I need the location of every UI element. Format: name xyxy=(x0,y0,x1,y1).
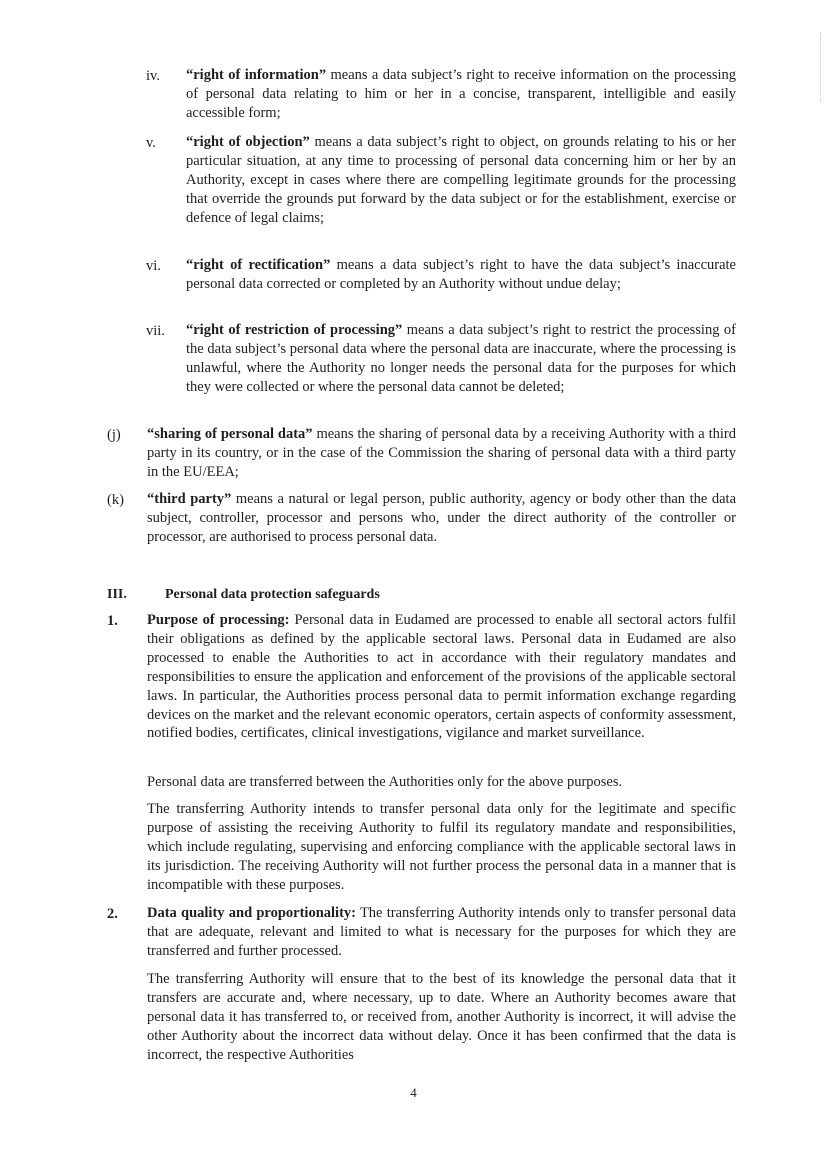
defined-term: “right of rectification” xyxy=(186,257,331,273)
scan-artifact xyxy=(814,32,821,102)
clause-paragraph xyxy=(147,800,736,895)
defined-term: “third party” xyxy=(147,491,232,507)
section-title: Personal data protection safeguards xyxy=(165,587,380,602)
definition-item xyxy=(186,321,736,397)
clause-paragraph xyxy=(147,611,736,743)
clause-text: The transferring Authority will ensure that to the best of its knowledge the personal data that it transfers are accurate and, where necessary, up to date. Where an Authority becomes aware that personal data it has transferred to, or received from, another Authority is incorrect, it will advise the other Authority about the incorrect data without delay. Once it has been confirmed that the data is incorrect, the respective Authorities xyxy=(147,971,736,1063)
definition-item xyxy=(186,256,736,294)
clause-text: The transferring Authority intends to transfer personal data only for the legitimate and specific purpose of assisting the receiving Authority to fulfil its regulatory mandate and responsibilities, which include regulating, supervising and enforcing compliance with the applicable sectoral laws in its jurisdiction. The receiving Authority will not further process the personal data in a manner that is incompatible with these purposes. xyxy=(147,801,736,893)
section-number: III. xyxy=(107,587,127,602)
definition-text: means the sharing of personal data by a receiving Authority with a third party in its country, or in the case of the Commission the sharing of personal data with a third party in the EU/EEA; xyxy=(147,426,736,480)
clause-number: 1. xyxy=(107,613,118,629)
definition-item xyxy=(147,425,736,482)
definition-text: means a data subject’s right to have the data subject’s inaccurate personal data corrected or completed by an Authority without undue delay; xyxy=(186,257,736,292)
defined-term: “right of information” xyxy=(186,67,327,83)
definition-item xyxy=(186,133,736,228)
clause-term: Purpose of processing: xyxy=(147,612,290,628)
defined-term: “right of objection” xyxy=(186,134,310,150)
clause-term: Data quality and proportionality: xyxy=(147,905,356,921)
clause-paragraph xyxy=(147,773,736,792)
definition-text: means a data subject’s right to object, on grounds relating to his or her particular situation, at any time to processing of personal data concerning him or her by an Authority, except in cases where there are compelling legitimate grounds for the processing that override the grounds put forward by the data subject or for the establishment, exercise or defence of legal claims; xyxy=(186,134,737,226)
clause-paragraph xyxy=(147,904,736,961)
item-label: iv. xyxy=(146,68,160,84)
page-number: 4 xyxy=(410,1085,417,1100)
item-label: vi. xyxy=(146,258,161,274)
definition-text: means a data subject’s right to restrict the processing of the data subject’s personal data where the personal data are inaccurate, where the processing is unlawful, where the Authority no longer needs the personal data for the purposes for which they were collected or where the personal data cannot be deleted; xyxy=(186,322,736,395)
defined-term: “right of restriction of processing” xyxy=(186,322,403,338)
definition-text: means a natural or legal person, public authority, agency or body other than the data subject, controller, processor and persons who, under the direct authority of the controller or processor, are authorised to process personal data. xyxy=(147,491,737,545)
definition-item xyxy=(147,490,736,547)
clause-text: Personal data in Eudamed are processed to enable all sectoral actors fulfil their obligations as defined by the applicable sectoral laws. Personal data in Eudamed are also processed to enable the Authorities to act in accordance with their regulatory mandates and responsibilities to ensure the application and enforcement of the provisions of the applicable sectoral laws. In particular, the Authorities process personal data to permit information exchange regarding devices on the market and the relevant economic operators, certain aspects of conformity assessment, notified bodies, certificates, clinical investigations, vigilance and market surveillance. xyxy=(147,612,736,742)
defined-term: “sharing of personal data” xyxy=(147,426,313,442)
clause-number: 2. xyxy=(107,906,118,922)
clause-text: Personal data are transferred between the Authorities only for the above purposes. xyxy=(147,774,623,790)
clause-text: The transferring Authority intends only to transfer personal data that are adequate, relevant and limited to what is necessary for the purposes for which they are transferred and further processed. xyxy=(147,905,736,959)
definition-item xyxy=(186,66,736,123)
clause-paragraph xyxy=(147,970,736,1065)
item-label: (j) xyxy=(107,427,121,443)
item-label: vii. xyxy=(146,323,165,339)
item-label: v. xyxy=(146,135,156,151)
item-label: (k) xyxy=(107,492,124,508)
definition-text: means a data subject’s right to receive information on the processing of personal data relating to him or her in a concise, transparent, intelligible and easily accessible form; xyxy=(186,67,737,121)
